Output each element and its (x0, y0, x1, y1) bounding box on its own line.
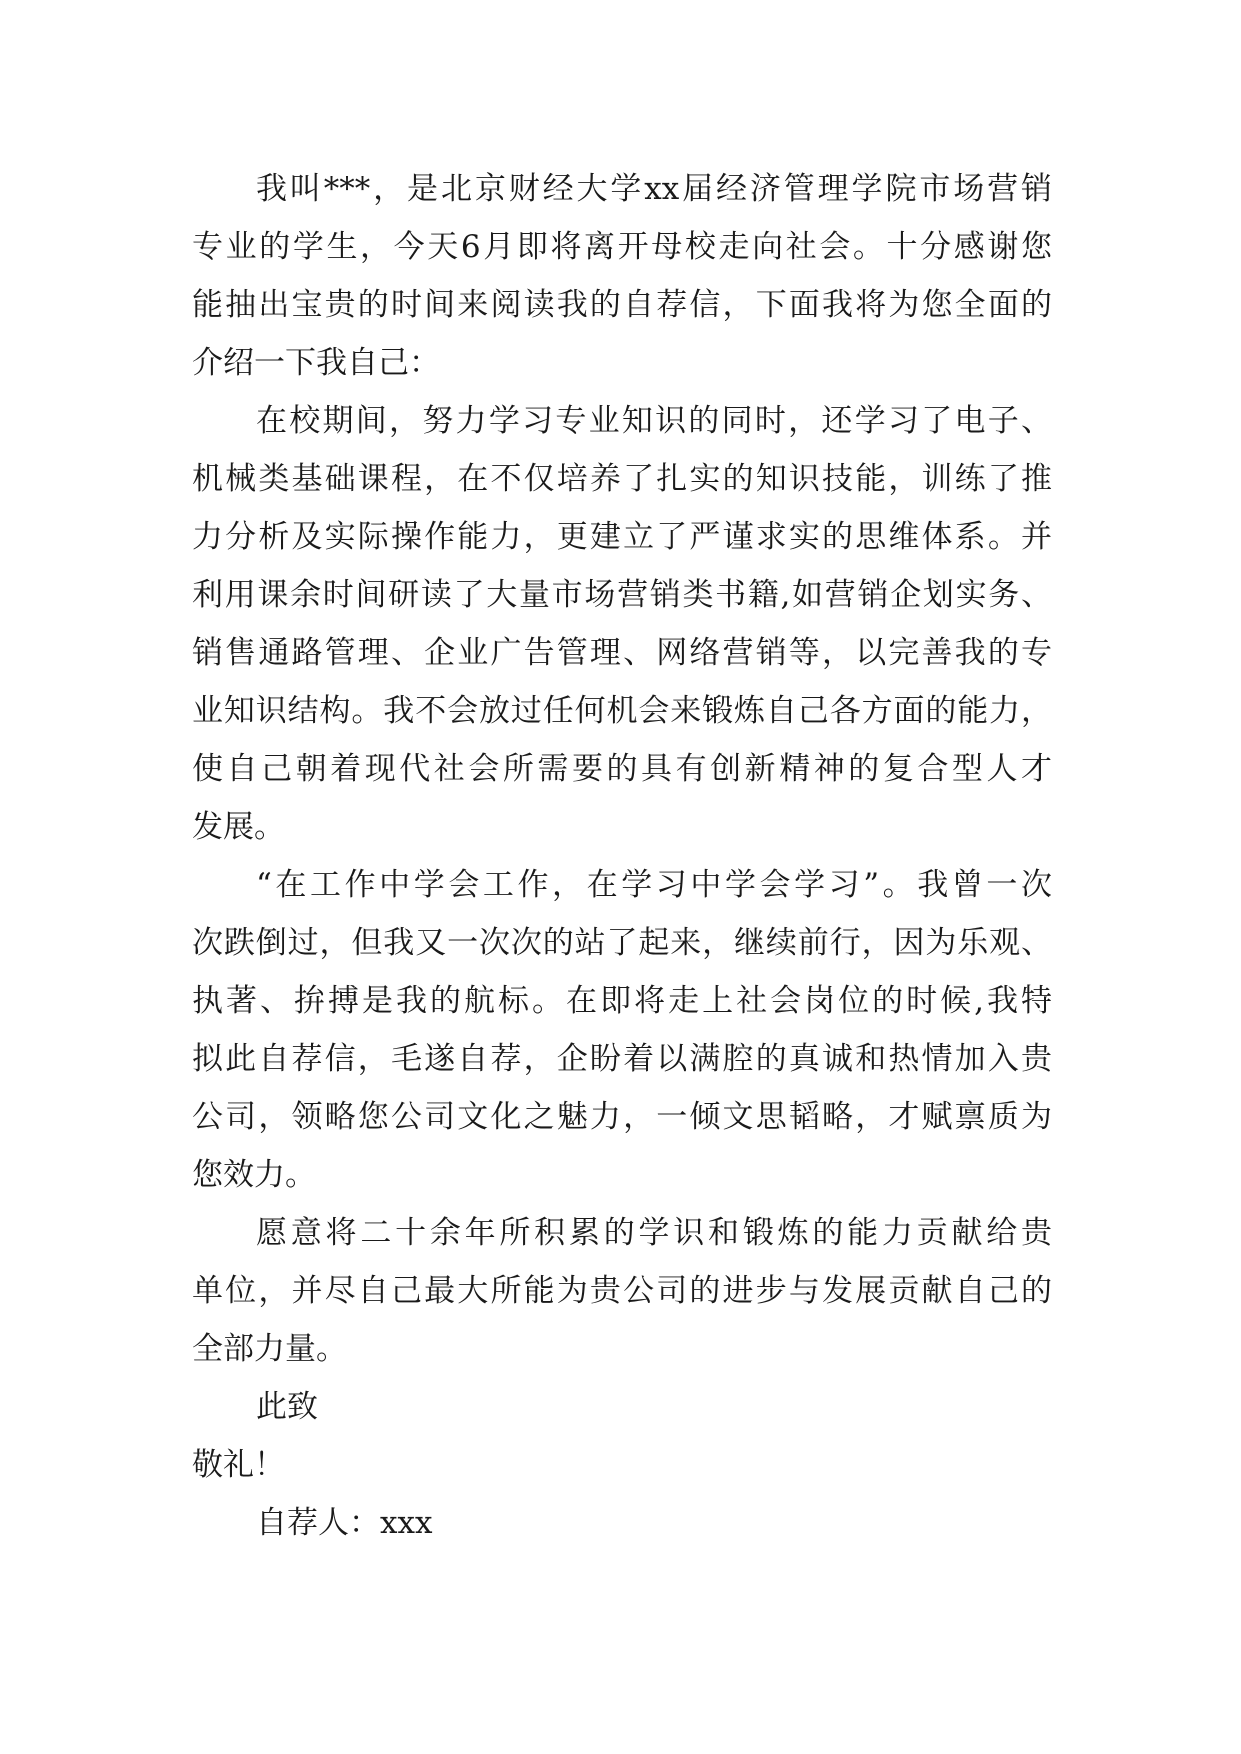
text-line: 您效力。 (192, 1157, 316, 1193)
text-line: 拟此自荐信，毛遂自荐，企盼着以满腔的真诚和热情加入贵 (192, 1041, 1052, 1077)
text-line: 机械类基础课程，在不仅培养了扎实的知识技能，训练了推 (192, 461, 1052, 497)
text-line: 专业的学生，今天6月即将离开母校走向社会。十分感谢您 (192, 229, 1052, 265)
text-line: 单位，并尽自己最大所能为贵公司的进步与发展贡献自己的 (192, 1273, 1052, 1309)
text-line: 力分析及实际操作能力，更建立了严谨求实的思维体系。并 (192, 519, 1052, 555)
text-line: 利用课余时间研读了大量市场营销类书籍,如营销企划实务、 (192, 577, 1052, 613)
text-line: 介绍一下我自己： (192, 345, 440, 381)
paragraph-commitment (192, 1204, 1052, 1378)
text-line: 能抽出宝贵的时间来阅读我的自荐信，下面我将为您全面的 (192, 287, 1052, 323)
text-line: 业知识结构。我不会放过任何机会来锻炼自己各方面的能力， (192, 693, 1052, 729)
text-line: 执著、拚搏是我的航标。在即将走上社会岗位的时候,我特 (192, 983, 1052, 1019)
text-line: 发展。 (192, 809, 285, 845)
cover-letter-body (192, 160, 1052, 1552)
signature-line: 自荐人：xxx (256, 1505, 433, 1541)
paragraph-motto (192, 856, 1052, 1204)
text-line: 销售通路管理、企业广告管理、网络营销等，以完善我的专 (192, 635, 1052, 671)
text-line: 使自己朝着现代社会所需要的具有创新精神的复合型人才 (192, 751, 1052, 787)
closing-salute: 此致 (256, 1389, 318, 1425)
text-line: 在校期间，努力学习专业知识的同时，还学习了电子、 (256, 403, 1052, 439)
text-line: 次跌倒过，但我又一次次的站了起来，继续前行，因为乐观、 (192, 925, 1052, 961)
text-line: 愿意将二十余年所积累的学识和锻炼的能力贡献给贵 (256, 1215, 1052, 1251)
text-line: “在工作中学会工作，在学习中学会学习”。我曾一次 (256, 867, 1052, 903)
paragraph-intro (192, 160, 1052, 392)
paragraph-studies (192, 392, 1052, 856)
closing-regards: 敬礼！ (192, 1447, 285, 1483)
text-line: 我叫***，是北京财经大学xx届经济管理学院市场营销 (256, 171, 1052, 207)
text-line: 全部力量。 (192, 1331, 347, 1367)
text-line: 公司，领略您公司文化之魅力，一倾文思韬略，才赋禀质为 (192, 1099, 1052, 1135)
